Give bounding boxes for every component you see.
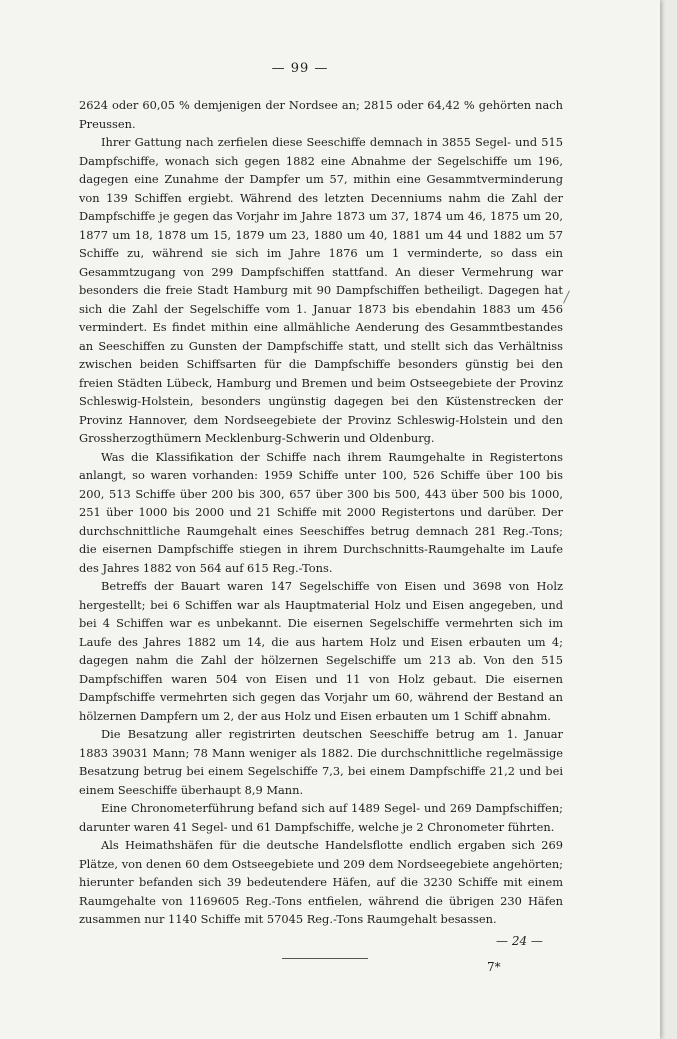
paragraph: Die Besatzung aller registrirten deutschen Seeschiffe betrug am 1. Januar 1883 39031 Mann; 78 Mann weniger als 1882. Die durchschnittliche regelmässige Besatzung betrug bei einem Segelschiffe 7,3, bei einem Dampfschiffe 21,2 und bei einem Seeschiffe überhaupt 8,9 Mann. <box>79 727 563 797</box>
paragraph: Ihrer Gattung nach zerfielen diese Seeschiffe demnach in 3855 Segel- und 515 Dampfschiffe, wonach sich gegen 1882 eine Abnahme der Segelschiffe um 196, dagegen eine Zunahme der Dampfer um 57, mithin eine Gesammtverminderung von 139 Schiffen ergiebt. Während des letzten Decenniums nahm die Zahl der Dampfschiffe je gegen das Vorjahr im Jahre 1873 um 37, 1874 um 46, 1875 um 20, 1877 um 18, 1878 um 15, 1879 um 23, 1880 um 40, 1881 um 44 und 1882 um 57 Schiffe zu, während sie sich im Jahre 1876 um 1 verminderte, so dass ein Gesammtzugang von 299 Dampfschiffen stattfand. An dieser Vermehrung war besonders die freie Stadt Hamburg mit 90 Dampfschiffen betheiligt. Dagegen hat sich die Zahl der Segelschiffe vom 1. Januar 1873 bis ebendahin 1883 um 456 vermindert. Es findet mithin eine allmähliche Aenderung des Gesammtbestandes an Seeschiffen zu Gunsten der Dampfschiffe statt, und stellt sich das Verhältniss zwischen beiden Schiffsarten für die Dampfschiffe besonders günstig bei den freien Städten Lübeck, Hamburg und Bremen und beim Ostseegebiete der Provinz Schleswig-Holstein, besonders ungünstig dagegen bei den Küstenstrecken der Provinz Hannover, dem Nordseegebiete der Provinz Schleswig-Holstein und den Grossherzogthümern Mecklenburg-Schwerin und Oldenburg. <box>79 135 563 445</box>
paragraph: Eine Chronometerführung befand sich auf 1489 Segel- und 269 Dampfschiffen; darunter waren 41 Segel- und 61 Dampfschiffe, welche je 2 Chronometer führten. <box>79 801 563 834</box>
signature-mark: — 24 — <box>496 934 543 948</box>
page-number: — 99 — <box>271 61 329 76</box>
paragraph: Was die Klassifikation der Schiffe nach ihrem Raumgehalte in Registertons anlangt, so waren vorhanden: 1959 Schiffe unter 100, 526 Schiffe über 100 bis 200, 513 Schiffe über 200 bis 300, 657 über 300 bis 500, 443 über 500 bis 1000, 251 über 1000 bis 2000 und 21 Schiffe mit 2000 Registertons und darüber. Der durchschnittliche Raumgehalt eines Seeschiffes betrug demnach 281 Reg.-Tons; die eisernen Dampfschiffe stiegen in ihrem Durchschnitts-Raumgehalte im Laufe des Jahres 1882 von 564 auf 615 Reg.-Tons. <box>79 449 563 575</box>
margin-pencil-mark <box>563 290 570 303</box>
paragraph: Betreffs der Bauart waren 147 Segelschiffe von Eisen und 3698 von Holz hergestellt; bei 6 Schiffen war als Hauptmaterial Holz und Eisen angegeben, und bei 4 Schiffen war es unbekannt. Die eisernen Segelschiffe vermehrten sich im Laufe des Jahres 1882 um 14, die aus hartem Holz und Eisen erbauten um 4; dagegen nahm die Zahl der hölzernen Segelschiffe um 213 ab. Von den 515 Dampfschiffen waren 504 von Eisen und 11 von Holz gebaut. Die eisernen Dampfschiffe vermehrten sich gegen das Vorjahr um 60, während der Bestand an hölzernen Dampfern um 2, der aus Holz und Eisen erbauten um 1 Schiff abnahm. <box>79 579 563 723</box>
sheet-signature: 7* <box>487 960 501 974</box>
body-text <box>79 96 563 929</box>
footer-rule <box>282 958 368 959</box>
paragraph: 2624 oder 60,05 % demjenigen der Nordsee an; 2815 oder 64,42 % gehörten nach Preussen. <box>79 98 563 131</box>
paragraph: Als Heimathshäfen für die deutsche Handelsflotte endlich ergaben sich 269 Plätze, von denen 60 dem Ostseegebiete und 209 dem Nordseegebiete angehörten; hierunter befanden sich 39 bedeutendere Häfen, auf die 3230 Schiffe mit einem Raumgehalte von 1169605 Reg.-Tons entfielen, während die übrigen 230 Häfen zusammen nur 1140 Schiffe mit 57045 Reg.-Tons Raumgehalt besassen. <box>79 838 563 926</box>
